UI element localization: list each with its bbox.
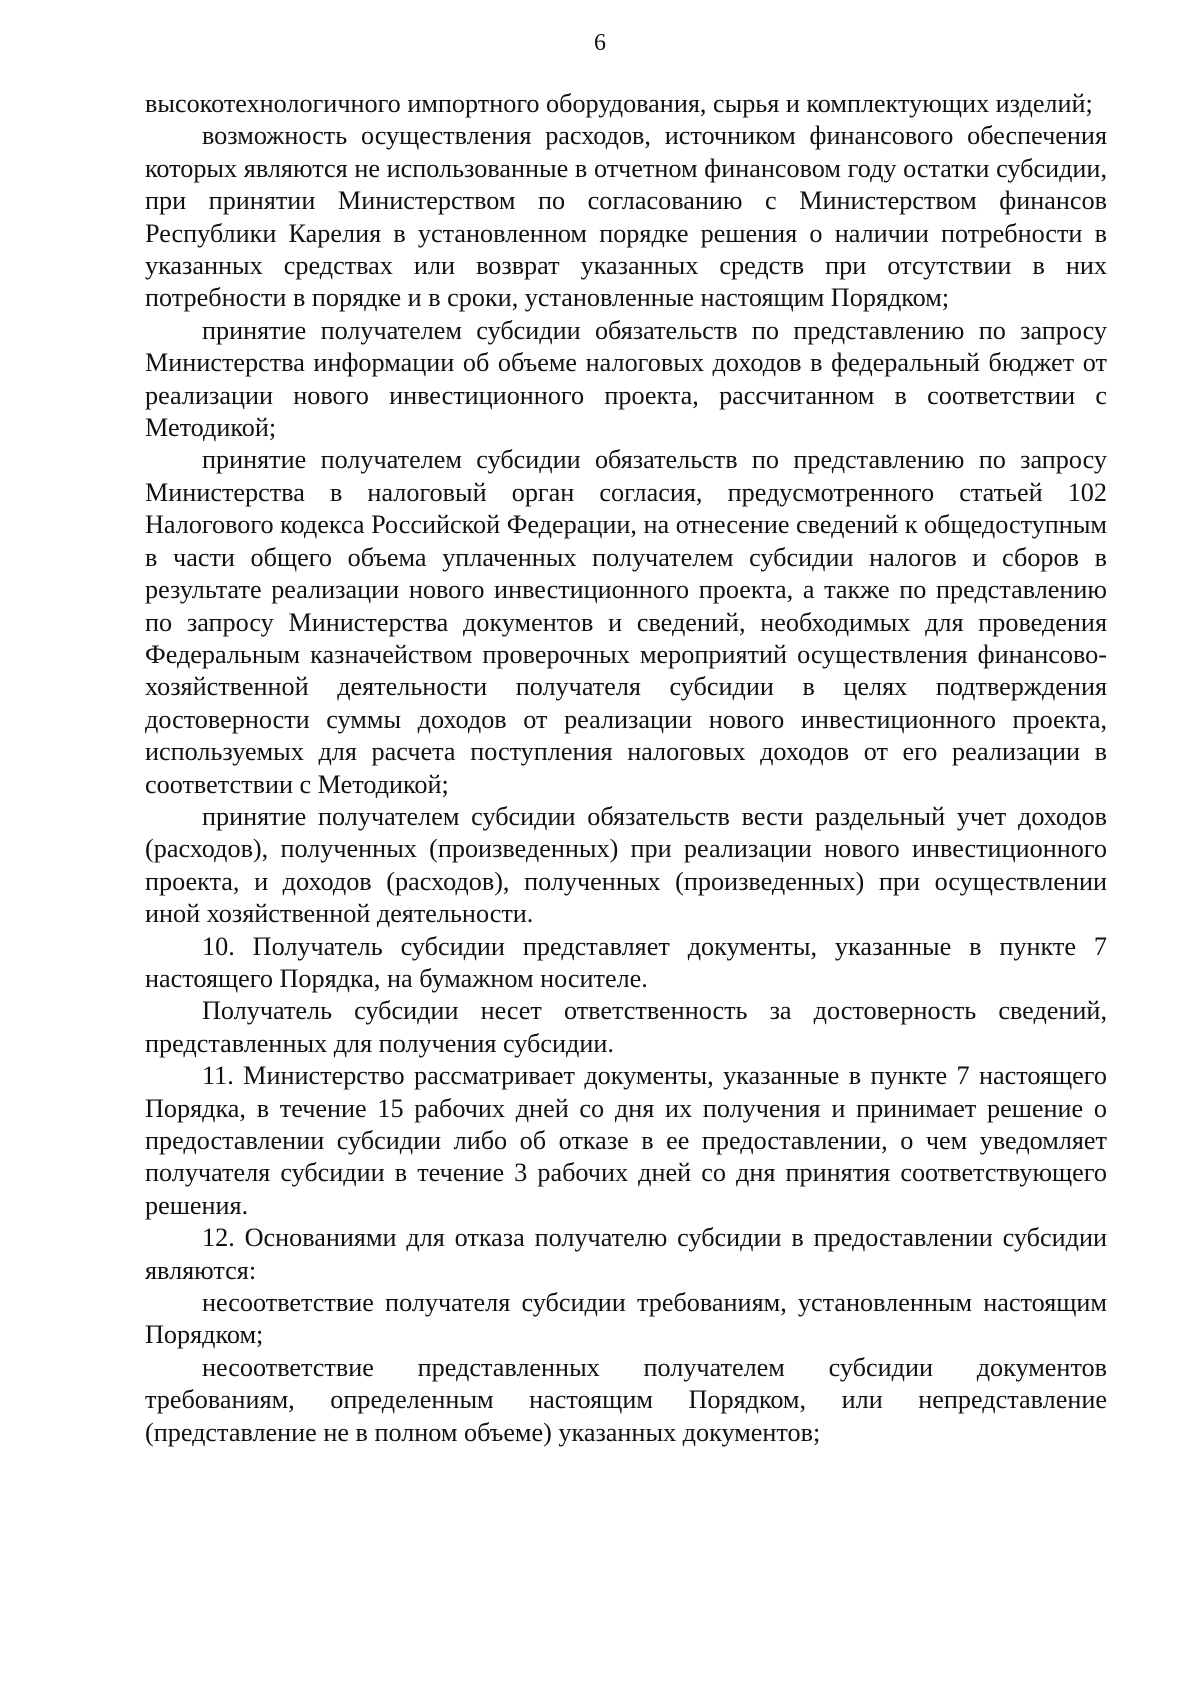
- paragraph-continuation: высокотехнологичного импортного оборудования, сырья и комплектующих изделий;: [145, 89, 1093, 118]
- paragraph-tax-authority-consent: принятие получателем субсидии обязательств по представлению по запросу Министерства в налоговый орган согласия, предусмотренного статьей 102 Налогового кодекса Российской Федерации, на отнесение сведений к общедоступным в части общего объема уплаченных получателем субсидии налогов и сборов в результате реализации нового инвестиционного проекта, а также по представлению по запросу Министерства документов и сведений, необходимых для проведения Федеральным казначейством проверочных мероприятий осуществления финансово-хозяйственной деятельности получателя субсидии в целях подтверждения достоверности суммы доходов от реализации нового инвестиционного проекта, используемых для расчета поступления налоговых доходов от его реализации в соответствии с Методикой;: [145, 445, 1107, 799]
- paragraph-unused-balance: возможность осуществления расходов, источником финансового обеспечения которых являются не использованные в отчетном финансовом году остатки субсидии, при принятии Министерством по согласованию с Министерством финансов Республики Карелия в установленном порядке решения о наличии потребности в указанных средствах или возврат указанных средств при отсутствии в них потребности в порядке и в сроки, установленные настоящим Порядком;: [145, 121, 1107, 313]
- paragraph-responsibility: Получатель субсидии несет ответственность за достоверность сведений, представленных для получения субсидии.: [145, 996, 1107, 1058]
- document-body: [145, 88, 1107, 1449]
- paragraph-refusal-documents: несоответствие представленных получателем субсидии документов требованиям, определенным настоящим Порядком, или непредставление (представление не в полном объеме) указанных документов;: [145, 1352, 1107, 1447]
- paragraph-refusal-requirements: несоответствие получателя субсидии требованиям, установленным настоящим Порядком;: [145, 1288, 1107, 1350]
- paragraph-clause-10: 10. Получатель субсидии представляет документы, указанные в пункте 7 настоящего Порядка, на бумажном носителе.: [145, 931, 1107, 993]
- page-number: 6: [594, 30, 606, 56]
- paragraph-separate-accounting: принятие получателем субсидии обязательств вести раздельный учет доходов (расходов), полученных (произведенных) при реализации нового инвестиционного проекта, и доходов (расходов), полученных (произведенных) при осуществлении иной хозяйственной деятельности.: [145, 801, 1107, 929]
- paragraph-clause-11: 11. Министерство рассматривает документы, указанные в пункте 7 настоящего Порядка, в течение 15 рабочих дней со дня их получения и принимает решение о предоставлении субсидии либо об отказе в ее предоставлении, о чем уведомляет получателя субсидии в течение 3 рабочих дней со дня принятия соответствующего решения.: [145, 1061, 1107, 1220]
- paragraph-tax-revenue-info: принятие получателем субсидии обязательств по представлению по запросу Министерства информации об объеме налоговых доходов в федеральный бюджет от реализации нового инвестиционного проекта, рассчитанном в соответствии с Методикой;: [145, 315, 1107, 443]
- paragraph-clause-12: 12. Основаниями для отказа получателю субсидии в предоставлении субсидии являются:: [145, 1223, 1107, 1285]
